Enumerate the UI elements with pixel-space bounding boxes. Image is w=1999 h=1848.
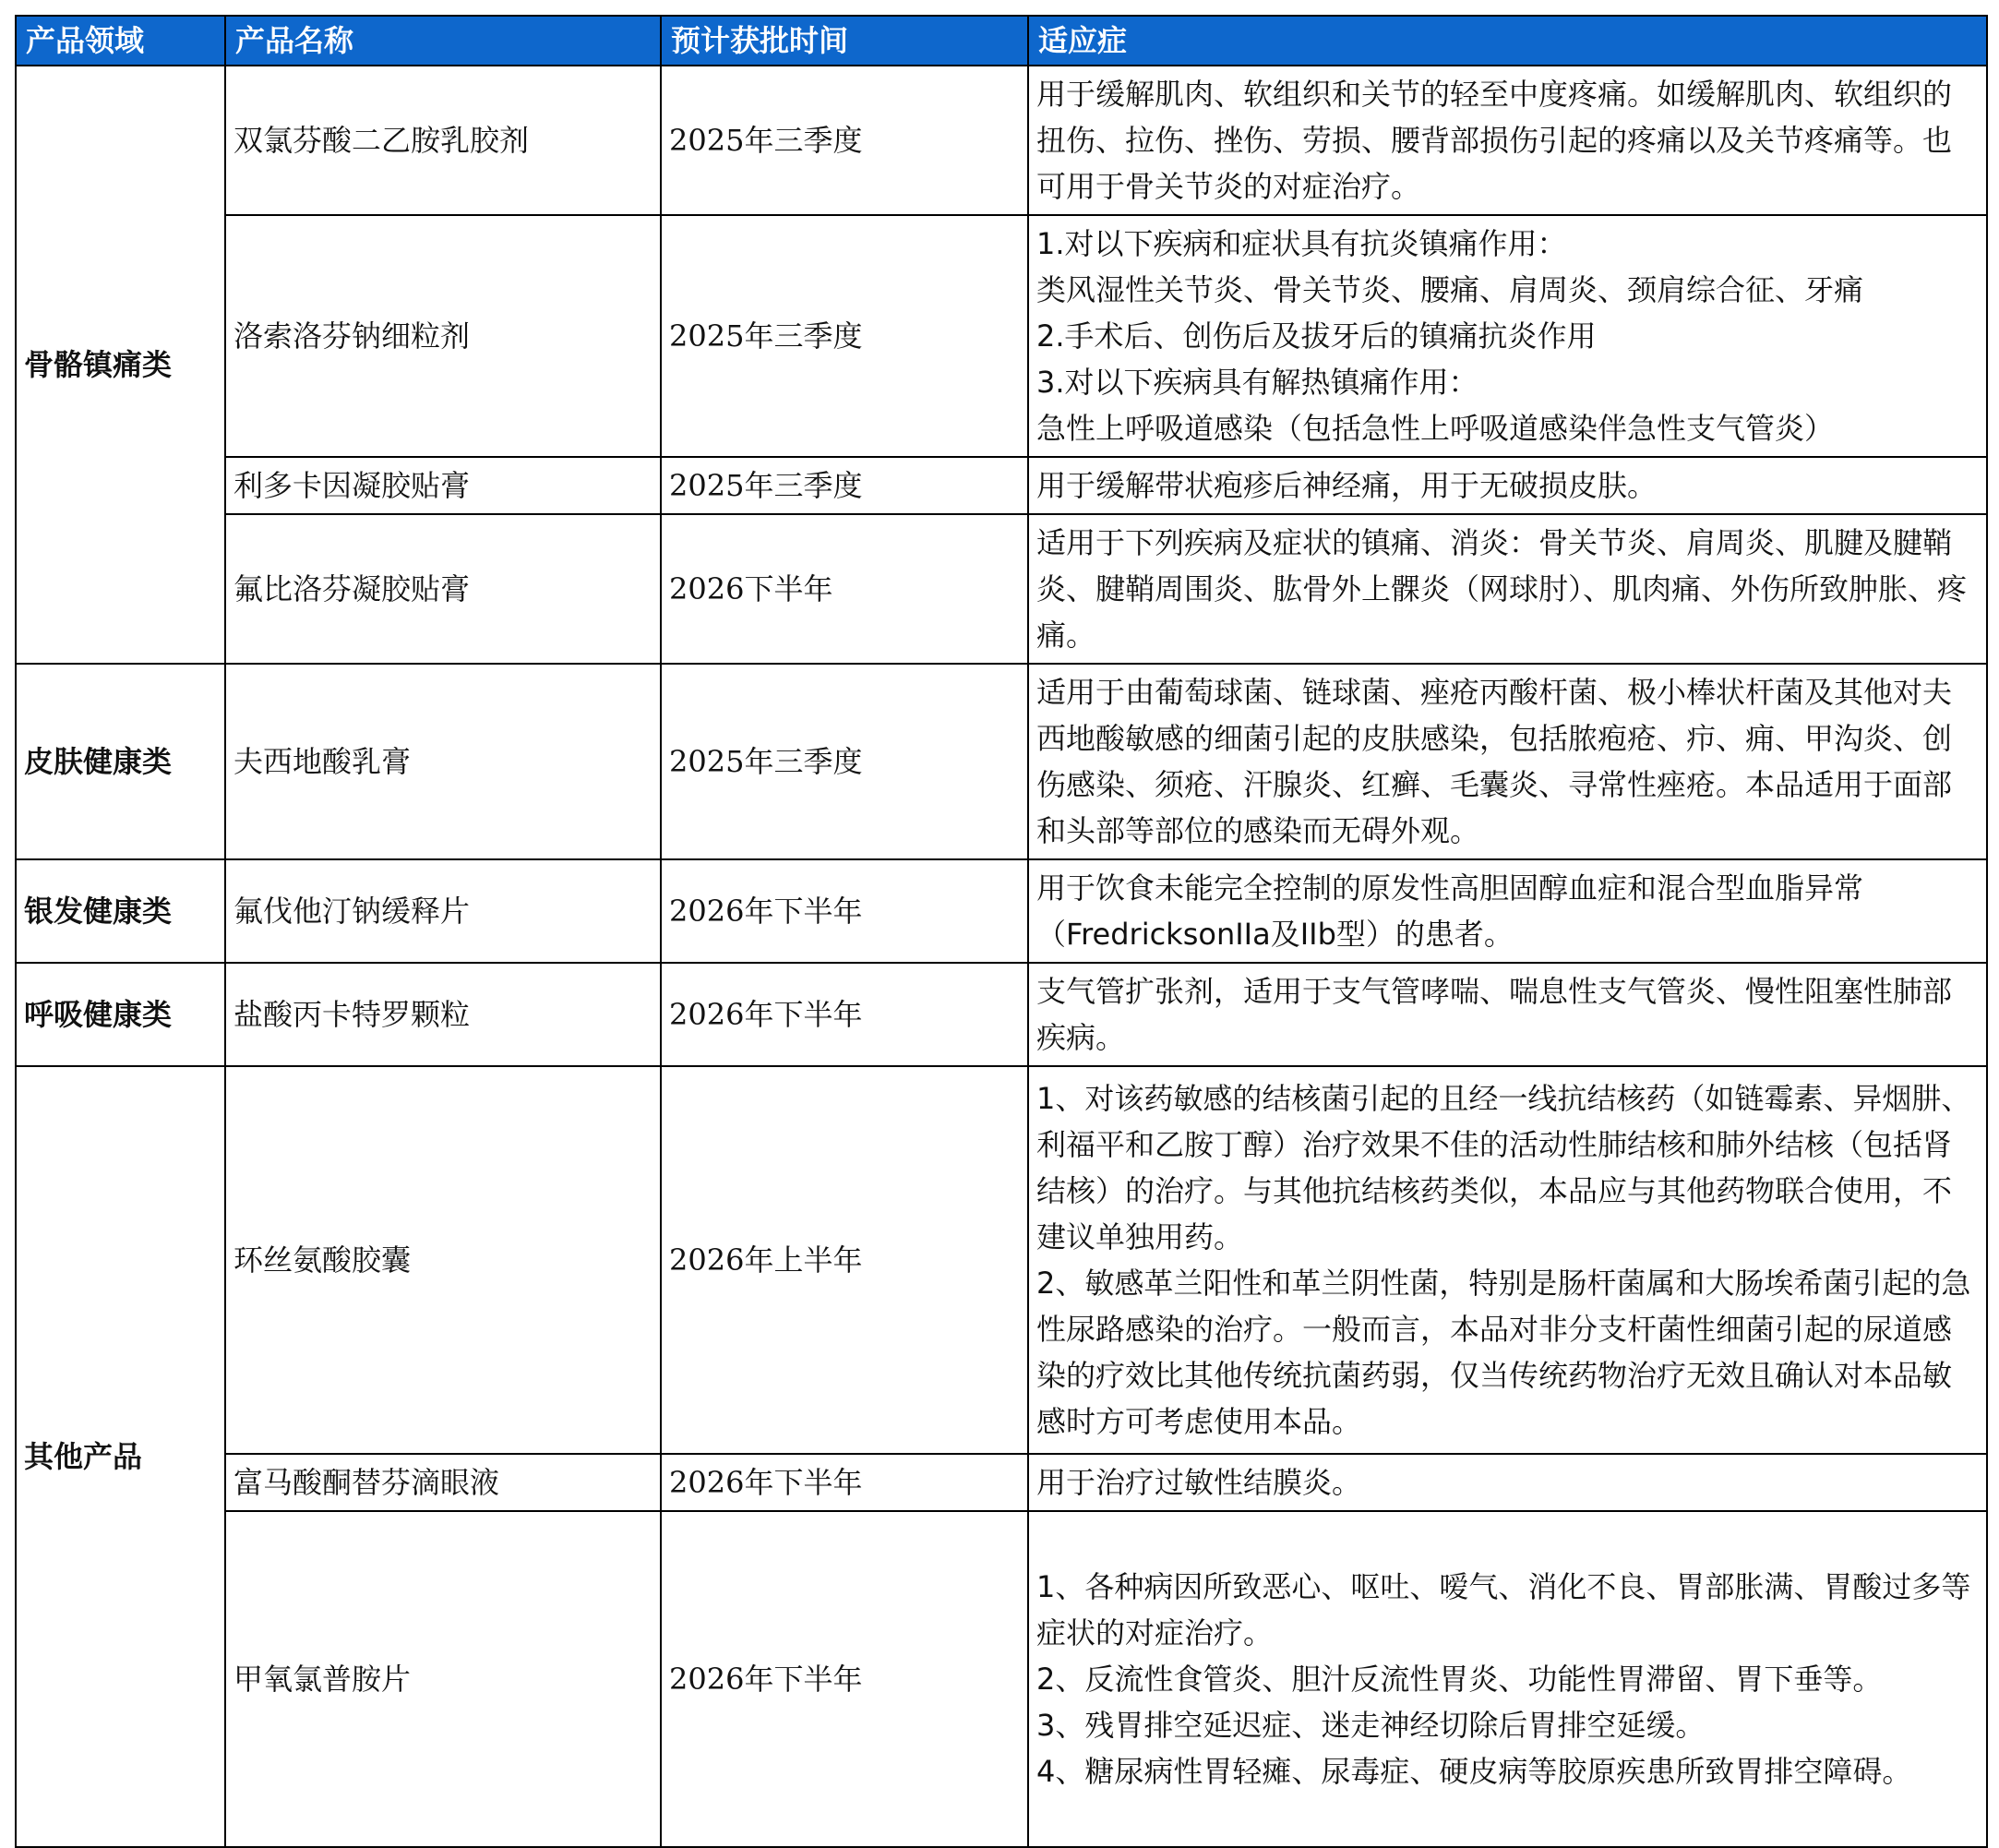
indication-cell: 1、各种病因所致恶心、呕吐、嗳气、消化不良、胃部胀满、胃酸过多等症状的对症治疗。 2、反流性食管炎、胆汁反流性胃炎、功能性胃滞留、胃下垂等。 3、残胃排空延迟症、迷走神经切除后胃排空延缓。 4、糖尿病性胃轻瘫、尿毒症、硬皮病等胶原疾患所致胃排空障碍。: [1028, 1511, 1987, 1847]
header-indication: 适应症: [1028, 16, 1987, 66]
table-row: [16, 1511, 1987, 1847]
category-cell: 骨骼镇痛类: [16, 66, 225, 664]
header-product-area: 产品领域: [16, 16, 225, 66]
category-cell: 皮肤健康类: [16, 664, 225, 859]
indication-cell: 1.对以下疾病和症状具有抗炎镇痛作用： 类风湿性关节炎、骨关节炎、腰痛、肩周炎、颈肩综合征、牙痛 2.手术后、创伤后及拔牙后的镇痛抗炎作用 3.对以下疾病具有解热镇痛作用： 急性上呼吸道感染（包括急性上呼吸道感染伴急性支气管炎）: [1028, 215, 1987, 457]
approval-time-cell: 2025年三季度: [661, 457, 1028, 514]
approval-time-cell: 2026下半年: [661, 514, 1028, 664]
indication-cell: 用于治疗过敏性结膜炎。: [1028, 1454, 1987, 1511]
indication-cell: 用于饮食未能完全控制的原发性高胆固醇血症和混合型血脂异常（FredricksonIIa及IIb型）的患者。: [1028, 859, 1987, 963]
approval-time-cell: 2025年三季度: [661, 664, 1028, 859]
header-product-name: 产品名称: [225, 16, 661, 66]
product-name-cell: 洛索洛芬钠细粒剂: [225, 215, 661, 457]
category-cell: 银发健康类: [16, 859, 225, 963]
product-name-cell: 盐酸丙卡特罗颗粒: [225, 963, 661, 1066]
table-row: [16, 1454, 1987, 1511]
indication-cell: 适用于下列疾病及症状的镇痛、消炎：骨关节炎、肩周炎、肌腱及腱鞘炎、腱鞘周围炎、肱骨外上髁炎（网球肘）、肌肉痛、外伤所致肿胀、疼痛。: [1028, 514, 1987, 664]
header-approval-time: 预计获批时间: [661, 16, 1028, 66]
product-name-cell: 氟伐他汀钠缓释片: [225, 859, 661, 963]
table-row: [16, 963, 1987, 1066]
category-cell: 其他产品: [16, 1066, 225, 1847]
product-name-cell: 夫西地酸乳膏: [225, 664, 661, 859]
table-row: [16, 514, 1987, 664]
table-row: [16, 215, 1987, 457]
approval-time-cell: 2026年下半年: [661, 963, 1028, 1066]
product-name-cell: 环丝氨酸胶囊: [225, 1066, 661, 1454]
approval-time-cell: 2025年三季度: [661, 215, 1028, 457]
category-cell: 呼吸健康类: [16, 963, 225, 1066]
product-name-cell: 甲氧氯普胺片: [225, 1511, 661, 1847]
table-row: [16, 859, 1987, 963]
approval-time-cell: 2026年下半年: [661, 1454, 1028, 1511]
indication-cell: 1、对该药敏感的结核菌引起的且经一线抗结核药（如链霉素、异烟肼、利福平和乙胺丁醇）治疗效果不佳的活动性肺结核和肺外结核（包括肾结核）的治疗。与其他抗结核药类似，本品应与其他药物联合使用，不建议单独用药。 2、敏感革兰阳性和革兰阴性菌，特别是肠杆菌属和大肠埃希菌引起的急性尿路感染的治疗。一般而言，本品对非分支杆菌性细菌引起的尿道感染的疗效比其他传统抗菌药弱，仅当传统药物治疗无效且确认对本品敏感时方可考虑使用本品。: [1028, 1066, 1987, 1454]
product-name-cell: 富马酸酮替芬滴眼液: [225, 1454, 661, 1511]
product-pipeline-table: [15, 15, 1988, 1848]
approval-time-cell: 2026年上半年: [661, 1066, 1028, 1454]
indication-cell: 支气管扩张剂，适用于支气管哮喘、喘息性支气管炎、慢性阻塞性肺部疾病。: [1028, 963, 1987, 1066]
table-row: [16, 66, 1987, 215]
indication-cell: 用于缓解带状疱疹后神经痛，用于无破损皮肤。: [1028, 457, 1987, 514]
indication-cell: 适用于由葡萄球菌、链球菌、痤疮丙酸杆菌、极小棒状杆菌及其他对夫西地酸敏感的细菌引起的皮肤感染，包括脓疱疮、疖、痈、甲沟炎、创伤感染、须疮、汗腺炎、红癣、毛囊炎、寻常性痤疮。本品适用于面部和头部等部位的感染而无碍外观。: [1028, 664, 1987, 859]
indication-cell: 用于缓解肌肉、软组织和关节的轻至中度疼痛。如缓解肌肉、软组织的扭伤、拉伤、挫伤、劳损、腰背部损伤引起的疼痛以及关节疼痛等。也可用于骨关节炎的对症治疗。: [1028, 66, 1987, 215]
product-name-cell: 利多卡因凝胶贴膏: [225, 457, 661, 514]
approval-time-cell: 2026年下半年: [661, 859, 1028, 963]
table-header-row: [16, 16, 1987, 66]
table-row: [16, 664, 1987, 859]
table-row: [16, 1066, 1987, 1454]
table-row: [16, 457, 1987, 514]
product-name-cell: 双氯芬酸二乙胺乳胶剂: [225, 66, 661, 215]
product-name-cell: 氟比洛芬凝胶贴膏: [225, 514, 661, 664]
approval-time-cell: 2026年下半年: [661, 1511, 1028, 1847]
approval-time-cell: 2025年三季度: [661, 66, 1028, 215]
